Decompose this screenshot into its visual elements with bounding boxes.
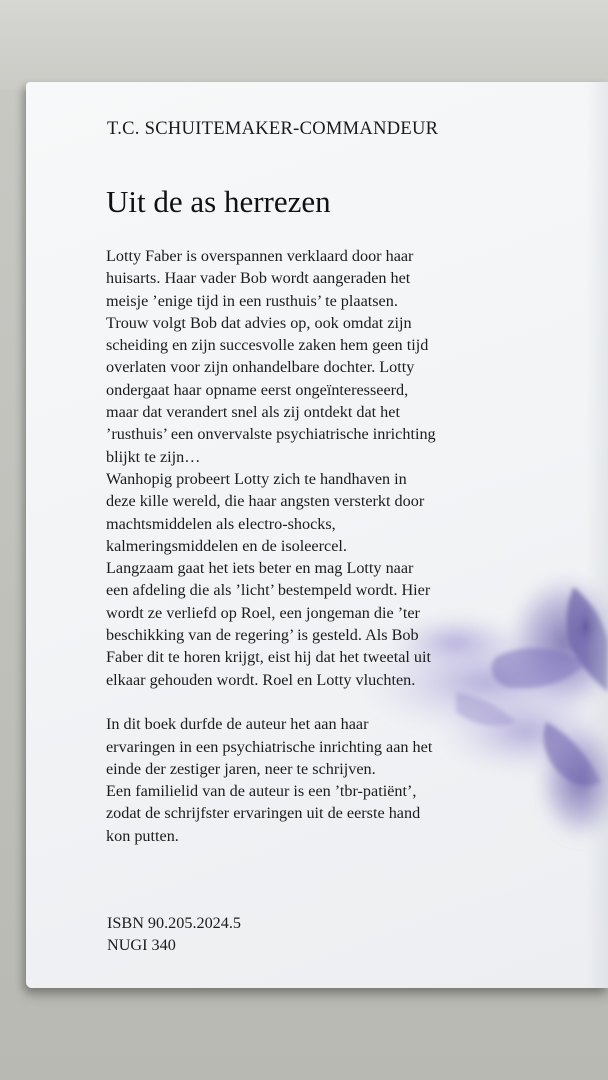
blurb-line: overlaten voor zijn onhandelbare dochter. Lotty bbox=[106, 358, 415, 377]
publication-codes bbox=[107, 912, 241, 956]
blurb-text bbox=[106, 245, 506, 847]
blurb-line: elkaar gehouden wordt. Roel en Lotty vluchten. bbox=[106, 670, 416, 689]
blurb-line: Lotty Faber is overspannen verklaard door haar bbox=[106, 247, 414, 265]
blurb-line: ondergaat haar opname eerst ongeïnteresseerd, bbox=[106, 380, 409, 399]
blurb-line: huisarts. Haar vader Bob wordt aangeraden het bbox=[106, 269, 411, 288]
blurb-line: Faber dit te horen krijgt, eist hij dat het tweetal uit bbox=[106, 648, 432, 667]
blurb-line: Een familielid van de auteur is een ’tbr-patiënt’, bbox=[106, 782, 417, 801]
blurb-line: ’rusthuis’ een onvervalste psychiatrische inrichting bbox=[106, 425, 436, 444]
blurb-line: deze kille wereld, die haar angsten versterkt door bbox=[106, 492, 425, 511]
blurb-line: kon putten. bbox=[106, 826, 179, 845]
blurb-line: kalmeringsmiddelen en de isoleercel. bbox=[106, 536, 347, 555]
table-surface bbox=[0, 0, 608, 90]
blurb-line: scheiding en zijn succesvolle zaken hem geen tijd bbox=[106, 336, 429, 355]
book-title: Uit de as herrezen bbox=[106, 184, 331, 219]
blurb-line: machtsmiddelen als electro-shocks, bbox=[106, 514, 336, 533]
nugi-code: NUGI 340 bbox=[107, 936, 176, 954]
blurb-line: Langzaam gaat het iets beter en mag Lotty naar bbox=[106, 559, 414, 578]
blurb-line: meisje ’enige tijd in een rusthuis’ te plaatsen. bbox=[106, 291, 398, 310]
blurb-line: wordt ze verliefd op Roel, een jongeman die ’ter bbox=[106, 603, 420, 622]
blurb-line: maar dat verandert snel als zij ontdekt dat het bbox=[106, 403, 400, 422]
book-back-cover bbox=[26, 82, 608, 988]
blurb-line: ervaringen in een psychiatrische inrichting aan het bbox=[106, 737, 433, 756]
blurb-line: blijkt te zijn… bbox=[106, 447, 201, 466]
blurb-line: In dit boek durfde de auteur het aan haar bbox=[106, 715, 369, 734]
blurb-line: Wanhopig probeert Lotty zich te handhaven in bbox=[106, 469, 407, 488]
isbn-number: ISBN 90.205.2024.5 bbox=[107, 914, 242, 932]
blurb-line: een afdeling die als ’licht’ bestempeld wordt. Hier bbox=[106, 581, 431, 600]
cover-edge-shade bbox=[586, 82, 608, 988]
blurb-line: einde der zestiger jaren, neer te schrijven. bbox=[106, 759, 376, 778]
blurb-line: zodat de schrijfster ervaringen uit de eerste hand bbox=[106, 804, 421, 823]
blurb-line: beschikking van de regering’ is gesteld. Als Bob bbox=[106, 626, 419, 645]
paragraph-gap bbox=[106, 691, 506, 713]
author-name: T.C. SCHUITEMAKER-COMMANDEUR bbox=[107, 119, 439, 139]
blurb-line: Trouw volgt Bob dat advies op, ook omdat zijn bbox=[106, 313, 412, 332]
